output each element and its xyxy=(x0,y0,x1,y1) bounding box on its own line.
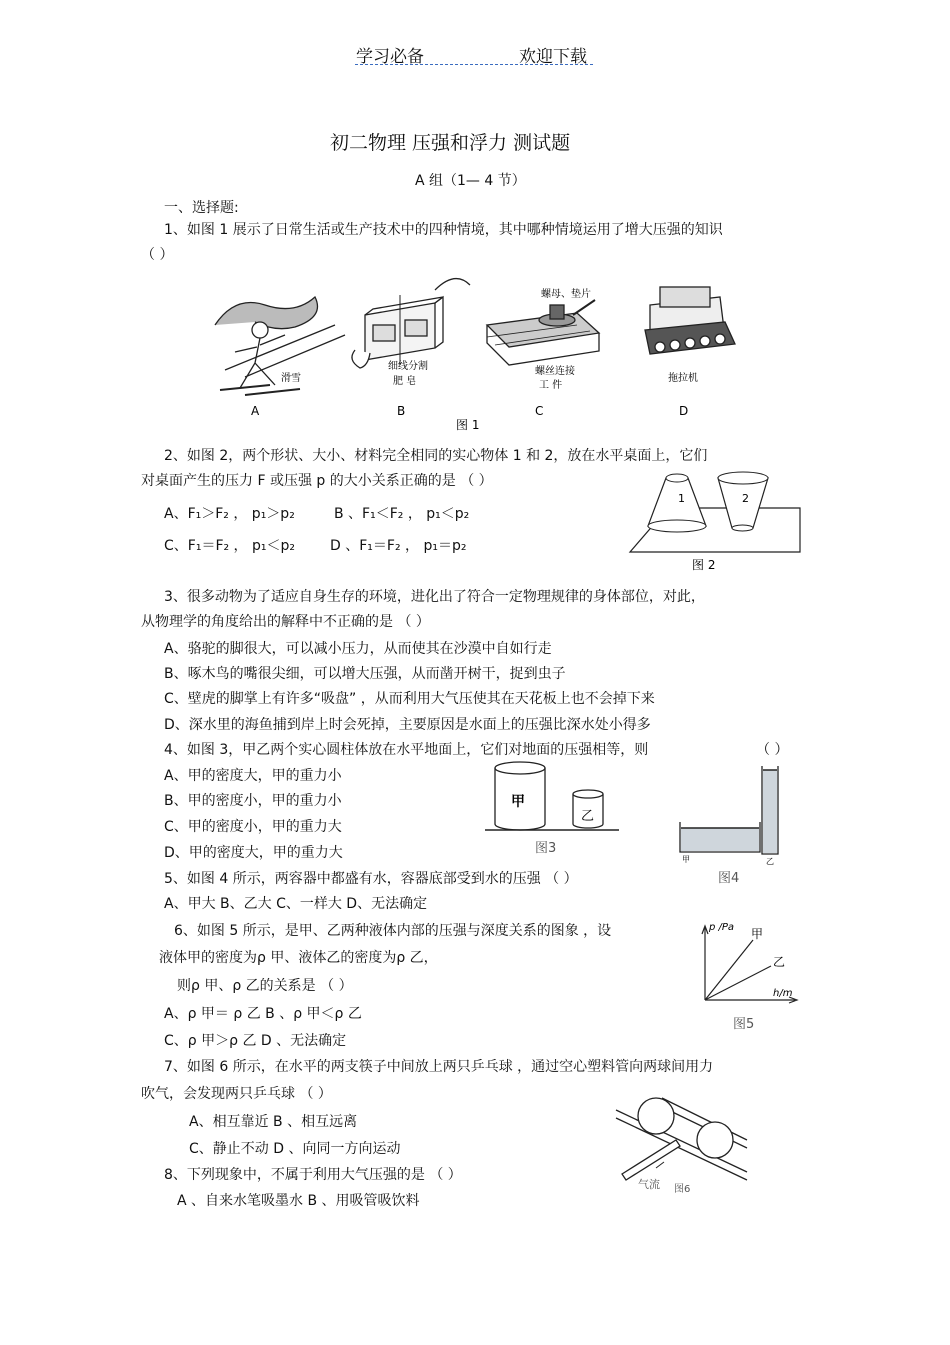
page-title: 初二物理 压强和浮力 测试题 xyxy=(330,132,571,154)
figure-2 xyxy=(628,468,803,576)
fig2-caption: 图 2 xyxy=(692,558,716,572)
q2-option-d: D 、F₁＝F₂ ， p₁＝p₂ xyxy=(330,538,467,554)
fig4-caption: 图4 xyxy=(718,871,740,886)
figure-6 xyxy=(612,1094,757,1204)
figure-1 xyxy=(205,275,765,435)
q8-options: A 、自来水笔吸墨水 B 、用吸管吸饮料 xyxy=(177,1193,420,1209)
q3-option-b: B、啄木鸟的嘴很尖细，可以增大压强，从而凿开树干，捉到虫子 xyxy=(164,666,566,682)
fig1-b-caption1: 细线分割 xyxy=(388,361,428,372)
q2-option-b: B 、F₁＜F₂ ， p₁＜p₂ xyxy=(334,506,470,522)
fig3-caption: 图3 xyxy=(535,841,557,856)
q6-text-1: 6、如图 5 所示，是甲、乙两种液体内部的压强与深度关系的图象 ，设 xyxy=(174,923,612,939)
fig3-jia: 甲 xyxy=(511,794,525,810)
q7-option-ab: A、相互靠近 B 、相互远离 xyxy=(189,1114,358,1130)
fig2-object-1: 1 xyxy=(678,492,685,505)
q3-text-2: 从物理学的角度给出的解释中不正确的是 （ ） xyxy=(141,614,430,630)
fig1-caption: 图 1 xyxy=(456,418,480,432)
q4-paren: （ ） xyxy=(756,742,789,758)
fig5-y-label: p /Pa xyxy=(709,922,735,933)
q4-option-b: B、甲的密度小，甲的重力小 xyxy=(164,793,342,809)
q2-text-2: 对桌面产生的压力 F 或压强 p 的大小关系正确的是 （ ） xyxy=(141,473,493,489)
fig5-jia: 甲 xyxy=(751,927,764,941)
soap-image xyxy=(352,279,470,368)
q5-options: A、甲大 B、乙大 C、一样大 D、无法确定 xyxy=(164,896,428,912)
fig5-yi: 乙 xyxy=(773,955,786,969)
q4-option-a: A、甲的密度大，甲的重力小 xyxy=(164,768,342,784)
fig6-airflow: 气流 xyxy=(638,1178,660,1191)
q3-text-1: 3、很多动物为了适应自身生存的环境，进化出了符合一定物理规律的身体部位，对此， xyxy=(164,589,705,605)
section-heading: 一、选择题: xyxy=(164,200,239,216)
fig5-caption: 图5 xyxy=(733,1017,755,1032)
q6-option-cd: C、ρ 甲＞ρ 乙 D 、无法确定 xyxy=(164,1033,347,1049)
header-divider xyxy=(355,64,593,65)
fig5-x-label: h/m xyxy=(773,988,793,999)
q1-paren: （ ） xyxy=(141,247,174,263)
fig1-a-caption: 滑雪 xyxy=(281,373,301,384)
q3-option-c: C、壁虎的脚掌上有许多“吸盘” ，从而利用大气压使其在天花板上也不会掉下来 xyxy=(164,691,655,707)
header-right: 欢迎下载 xyxy=(519,47,587,67)
q3-option-d: D、深水里的海鱼捕到岸上时会死掉，主要原因是水面上的压强比深水处小得多 xyxy=(164,717,651,733)
q6-text-2: 液体甲的密度为ρ 甲、液体乙的密度为ρ 乙， xyxy=(159,950,438,966)
q6-option-ab: A、ρ 甲＝ ρ 乙 B 、ρ 甲＜ρ 乙 xyxy=(164,1006,362,1022)
q5-text: 5、如图 4 所示，两容器中都盛有水，容器底部受到水的压强 （ ） xyxy=(164,871,578,887)
q2-text-1: 2、如图 2，两个形状、大小、材料完全相同的实心物体 1 和 2，放在水平桌面上，它们 xyxy=(164,448,708,464)
q2-option-c: C、F₁＝F₂ ， p₁＜p₂ xyxy=(164,538,296,554)
fig1-c-top: 螺母、垫片 xyxy=(541,289,591,300)
fig1-label-a: A xyxy=(251,404,260,418)
figure-4 xyxy=(678,762,788,887)
fig4-jia: 甲 xyxy=(682,855,690,864)
fig1-label-b: B xyxy=(397,404,406,418)
q8-text: 8、下列现象中，不属于利用大气压强的是 （ ） xyxy=(164,1167,462,1183)
page-subtitle: A 组（1— 4 节） xyxy=(415,173,526,189)
figure-5 xyxy=(695,918,805,1036)
fig1-c-caption2: 工 件 xyxy=(539,380,563,391)
tractor-image xyxy=(645,287,735,354)
fig4-yi: 乙 xyxy=(766,857,774,866)
fig2-object-2: 2 xyxy=(742,492,749,505)
q2-option-a: A、F₁＞F₂ ， p₁＞p₂ xyxy=(164,506,295,522)
fig6-caption: 图6 xyxy=(674,1184,691,1195)
q7-text-2: 吹气，会发现两只乒乓球 （ ） xyxy=(141,1086,332,1102)
q4-option-d: D、甲的密度大，甲的重力大 xyxy=(164,845,343,861)
q7-text-1: 7、如图 6 所示，在水平的两支筷子中间放上两只乒乓球 ，通过空心塑料管向两球间用力 xyxy=(164,1059,714,1075)
q4-text: 4、如图 3，甲乙两个实心圆柱体放在水平地面上，它们对地面的压强相等，则 xyxy=(164,742,649,758)
fig1-label-d: D xyxy=(679,404,689,418)
q7-option-cd: C、静止不动 D 、向同一方向运动 xyxy=(189,1141,401,1157)
q6-text-3: 则ρ 甲、ρ 乙的关系是 （ ） xyxy=(177,978,353,994)
figure-3 xyxy=(483,758,623,858)
fig1-d-caption: 拖拉机 xyxy=(668,373,698,384)
fig1-b-caption2: 肥 皂 xyxy=(393,376,417,387)
header-left: 学习必备 xyxy=(356,47,424,67)
fig1-label-c: C xyxy=(535,404,544,418)
q3-option-a: A、骆驼的脚很大，可以减小压力，从而使其在沙漠中自如行走 xyxy=(164,641,552,657)
bolt-image xyxy=(487,300,599,365)
skier-image xyxy=(215,297,345,395)
q1-text: 1、如图 1 展示了日常生活或生产技术中的四种情境，其中哪种情境运用了增大压强的知识 xyxy=(164,222,723,238)
fig1-c-caption1: 螺丝连接 xyxy=(535,366,575,377)
q4-option-c: C、甲的密度小，甲的重力大 xyxy=(164,819,342,835)
fig3-yi: 乙 xyxy=(581,809,595,824)
